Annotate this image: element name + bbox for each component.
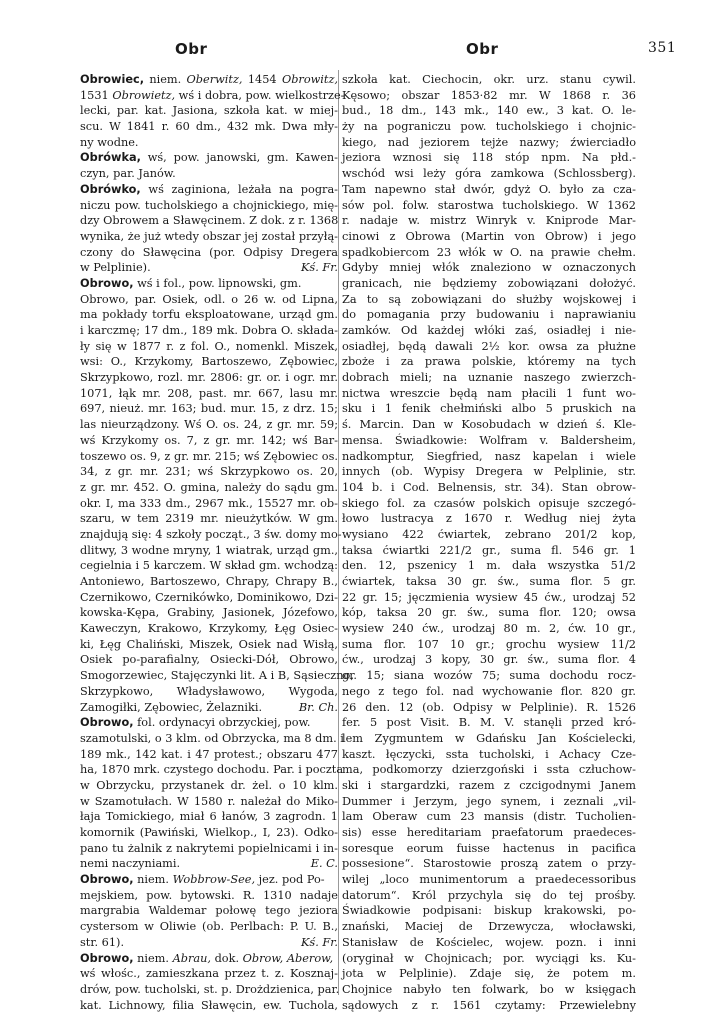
text-line [342,417,636,433]
entry-text: datorum“. Król przychyla się do tej prośby. [342,888,636,902]
text-line [80,276,338,292]
entry-text: Skrzypkowo, rozl. mr. 2806: gr. or. i ogr. mr. [80,371,338,385]
entry-text: jez. pod Po- [255,873,325,887]
text-line [342,323,636,339]
text-line [342,888,636,904]
text-line [342,401,636,417]
text-line [80,103,338,119]
entry-text: wś i fol., pow. lipnowski, gm. [133,276,302,290]
text-line [342,856,636,872]
entry-text: sku i 1 fenik chełmiński albo 5 pruskich na [342,402,636,416]
entry-text: 189 mk., 142 kat. i 47 protest.; obszaru 477 [80,747,338,761]
entry-text: wś, pow. janowski, gm. Kawen- [140,151,338,165]
entry-text: ny wodne. [80,135,139,149]
text-line [80,888,338,904]
text-line [342,260,636,276]
entry-text: fer. 5 post Visit. B. M. V. stanęli przed kró- [342,716,636,730]
text-line [80,88,345,104]
entry-text: mensa. Świadkowie: Wolfram v. Baldersheim, [342,433,636,447]
entry-text: Czernikowo, Czernikówko, Dominikowo, Dzi- [80,590,338,604]
italic-term: Obrow, Aberow, [242,951,334,965]
entry-text: suma flor. 107 10 gr.; grochu wysiew 11/2 [342,637,636,651]
text-line [80,778,338,794]
text-line [80,433,338,449]
entry-text: Zamogiłki, Zębowiec, Żelazniki. [80,700,263,714]
text-line [342,386,636,402]
entry-text: Stanisław de Kościelec, wojew. pozn. i inni [342,935,636,949]
text-line [80,951,338,967]
text-line [342,621,636,637]
text-line [80,621,338,637]
text-line [342,825,636,841]
text-line [80,841,338,857]
text-line [342,543,636,559]
text-line [342,229,636,245]
entry-text: nictwa wreszcie będą nam płacili 1 funt wo- [342,386,636,400]
entry-text: spadkobiercom 23 włók w O. na prawie chełm. [342,245,636,259]
text-line [342,903,636,919]
entry-text: sądowych z r. 1561 czytamy: Przewielebny [342,998,636,1012]
entry-text: w Obrzycku, przystanek dr. żel. o 10 klm. [80,778,338,792]
text-line [80,292,338,308]
entry-text: nemi naczyniami. [80,857,181,871]
entry-text: komornik (Pawiński, Wielkop., I, 23). Odko- [80,826,338,839]
entry-text: las nieurządzony. Wś O. os. 24, z gr. mr. 59; [80,418,338,432]
right-column [342,72,636,1012]
entry-text: Tam napewno stał dwór, gdyż O. było za cza- [342,182,636,196]
running-head-left: Obr [175,40,208,58]
entry-text: ś. Marcin. Dan w Kosobudach w dzień ś. Kle- [342,418,636,432]
text-line [342,637,636,653]
entry-text: gr. 15; siana wozów 75; suma dochodu rocz- [342,669,636,683]
entry-text: Gdyby mniej włók znaleziono w oznaczonych [342,261,636,275]
text-line [342,574,636,590]
text-line [342,511,636,527]
text-line [80,213,338,229]
text-line [80,982,338,998]
text-line [80,574,338,590]
entry-text: 22 gr. 15; jęczmienia wysiew 45 ćw., urodzaj 52 [342,590,636,604]
entry-text: dzy Obrowem a Sławęcinem. Z dok. z r. 1368 [80,214,339,228]
entry-headword: Obrowiec, [80,73,144,86]
text-line [342,951,636,967]
entry-text: sis) esse hereditariam praefatorum praedeces- [342,826,636,839]
entry-text: wschód wsi leży góra zamkowa (Schlossberg). [342,167,636,181]
entry-text: kóp, taksa 20 gr. św., suma flor. 120; owsa [342,606,636,620]
entry-text: niem. [133,951,173,965]
text-line [342,166,636,182]
text-line [80,809,338,825]
entry-text: 1071, łąk mr. 208, past. mr. 667, lasu mr. [80,386,338,400]
author-signature: E. C. [310,857,338,871]
text-line [342,684,636,700]
entry-text: lecki, par. kat. Jasiona, szkoła kat. w miej- [80,104,338,118]
entry-text: (oryginał w Chojnicach; por. wyciągi ks. Ku- [342,951,636,965]
text-line [342,103,636,119]
left-column [80,72,354,1012]
entry-text: wś Krzykomy os. 7, z gr. mr. 142; wś Bar- [80,433,338,447]
entry-text: lem Zygmuntem w Gdańsku Jan Kościelecki, [342,731,636,745]
text-line [342,72,636,88]
entry-text: 1454 [242,73,282,86]
entry-text: possesione“. Starostowie proszą zatem o przy- [342,857,636,871]
entry-text: Kaweczyn, Krakowo, Krzykomy, Łęg Osiec- [80,622,338,636]
text-line [80,652,338,668]
entry-text: 104 b. i Cod. Belnensis, str. 34). Stan obrow- [342,480,636,494]
entry-text: soresque eorum fuisse hactenus in pacifica [342,841,636,855]
entry-text: wynika, że już wtedy obszar jej został przyłą- [80,229,338,243]
text-line [80,464,338,480]
entry-text: kat. Lichnowy, filia Sławęcin, ew. Tuchola, [80,998,338,1012]
entry-text: wsi: O., Krzykomy, Bartoszewo, Zębowiec, [80,355,338,369]
entry-text: niem. [133,873,173,887]
text-line [342,480,636,496]
text-line [342,715,636,731]
text-line [342,558,636,574]
entry-text: nadkomptur, Siegfried, nasz kapelan i wiele [342,449,636,463]
entry-text: 34, z gr. mr. 231; wś Skrzypkowo os. 20, [80,465,338,479]
entry-text: r. nadaje w. mistrz Winryk v. Kniprode Mar- [342,214,636,228]
text-line [80,731,344,747]
entry-text: jota w Pelplinie). Zdaje się, że potem m. [342,967,636,981]
text-line [80,119,338,135]
entry-text: Świadkowie podpisani: biskup krakowski, po- [342,904,636,918]
text-line [342,700,636,716]
entry-text: Kęsowo; obszar 1853·82 mr. W 1868 r. 36 [342,88,636,102]
italic-term: Oberwitz, [186,73,243,86]
text-line [342,292,636,308]
text-line [80,825,338,841]
entry-text: osiadłej, będą dawali 2½ kor. owsa za płużne [342,339,636,353]
running-head-right: Obr [466,40,499,58]
entry-text: okr. I, ma 333 dm., 2967 mk., 15527 mr. ob- [80,496,338,510]
text-line [80,370,338,386]
italic-term: Obrowitz, [281,73,338,86]
italic-term: Abrau, [172,951,211,965]
entry-text: Chojnice nabyło ten folwark, bo w księgach [342,982,636,996]
text-line [80,307,338,323]
text-line [342,496,636,512]
text-line [80,135,338,151]
text-line [80,966,338,982]
entry-text: str. 61). [80,935,125,949]
entry-text: Osiek po-parafialny, Osiecki-Dół, Obrowo, [80,653,338,667]
entry-text: wilej „loco munimentorum a praedecessoribus [342,873,636,887]
text-line [342,198,636,214]
text-line [80,229,338,245]
entry-text: łaja Tomickiego, miał 6 łanów, 3 zagrodn. 1 [80,810,338,824]
text-line [342,433,636,449]
entry-text: innych (ob. Wypisy Dregera w Pelplinie, str. [342,465,636,479]
entry-headword: Obrowo, [80,716,134,730]
text-line [342,966,636,982]
text-line [342,245,636,261]
text-line [80,401,338,417]
text-line [80,590,338,606]
text-line [80,245,338,261]
text-line [342,119,636,135]
text-line [342,88,636,104]
entry-text: niem. [143,73,187,86]
text-line [80,198,338,214]
entry-text: den. 12, pszenicy 1 m. dała wszystka 51/2 [342,559,636,573]
text-line [342,794,636,810]
text-line [80,323,338,339]
text-line [80,496,338,512]
text-line [80,72,338,88]
entry-text: ski i stargardzki, razem z czcigodnymi Janem [342,778,636,792]
text-line [342,590,636,606]
entry-text: dobrach mieli; na uznanie naszego zwierzch- [342,371,636,385]
text-line [342,605,636,621]
text-line [342,919,636,935]
text-line [342,762,636,778]
entry-text: skiego fol. za czasów polskich opisuje szczegó- [342,496,636,510]
entry-text: taksa ćwiartki 221/2 gr., suma fl. 546 gr. 1 [342,543,636,557]
entry-text: Dummer i Jerzym, jego synem, i zeznali „vil- [342,794,636,808]
text-line [80,558,338,574]
entry-text: cinowi z Obrowa (Martin von Obrow) i jego [342,229,636,243]
author-signature: Kś. Fr. [300,261,338,275]
entry-text: nego z tego fol. nad wychowanie flor. 820 gr. [342,684,636,698]
entry-text: bud., 18 dm., 143 mk., 140 ew., 3 kat. O. le- [342,104,636,118]
entry-text: kiego, nad jeziorem tejże nazwy; źwierciadło [342,135,636,149]
entry-text: granicach, nie będziemy zobowiązani dołożyć. [342,276,636,290]
text-line [80,354,338,370]
text-line [80,903,338,919]
text-line [342,370,636,386]
text-line [80,339,338,355]
text-line [342,998,636,1014]
text-line [80,872,338,888]
text-line [342,935,636,951]
text-line [342,276,636,292]
text-line [80,449,338,465]
text-line [342,464,636,480]
entry-text: drów, pow. tucholski, st. p. Drożdzienica, par. [80,982,340,996]
entry-text: łowo lustracya z 1670 r. Według niej żyta [342,512,636,526]
text-line [342,354,636,370]
italic-term: Obrowietz, [112,88,176,102]
text-line [80,166,338,182]
entry-text: szamotulski, o 3 klm. od Obrzycka, ma 8 dm. i [80,731,344,745]
entry-text: w Pelplinie). [80,261,151,275]
entry-text: 697, nieuż. mr. 163; bud. mur. 15, z drz. 15; [80,402,338,416]
text-line [80,998,338,1014]
text-line [342,449,636,465]
entry-text: ły się w 1877 r. z fol. O., nomenkl. Miszek, [80,339,338,353]
text-line [342,982,636,998]
text-line [80,762,344,778]
text-line [80,417,338,433]
entry-text: i karczmę; 17 dm., 189 mk. Dobra O. składa- [80,324,338,337]
text-line [80,794,338,810]
entry-text: wś włośc., zamieszkana przez t. z. Kosznaj- [80,967,338,981]
text-line [80,637,338,653]
entry-text: mejskiem, pow. bytowski. R. 1310 nadaje [80,888,338,902]
text-line [342,841,636,857]
text-line [80,700,338,716]
text-line [342,182,636,198]
italic-term: Wobbrow-See, [172,873,256,887]
text-line [80,480,338,496]
text-line [80,260,338,276]
entry-text: 1531 [80,88,113,102]
entry-text: znajdują się: 4 szkoły począt., 3 św. domy mo- [80,527,342,541]
text-line [342,150,636,166]
entry-text: czony do Sławęcina (por. Odpisy Dregera [80,245,338,259]
text-line [342,872,636,888]
text-line [342,135,636,151]
text-line [80,543,338,559]
entry-text: ćwiartek, taksa 30 gr. św., suma flor. 5 gr. [342,575,636,588]
entry-text: ki, Łęg Chaliński, Miszek, Osiek nad Wisłą, [80,637,338,651]
text-line [80,919,338,935]
entry-text: 26 den. 12 (ob. Odpisy w Pelplinie). R. 1526 [342,700,636,714]
entry-text: ma pokłady torfu eksploatowane, urząd gm. [80,308,338,322]
text-line [342,731,636,747]
entry-text: szkoła kat. Ciechocin, okr. urz. stanu cywil. [342,73,636,86]
entry-text: do pomagania przy budowaniu i naprawianiu [342,308,636,322]
text-line [80,935,338,951]
entry-text: szaru, w tem 2319 mr. nieużytków. W gm. [80,512,338,526]
entry-text: zboże i za prawa polskie, któremy na tych [342,355,636,369]
text-line [342,747,636,763]
author-signature: Br. Ch. [298,700,338,714]
text-line [342,652,636,668]
entry-text: kaszt. łęczycki, ssta tucholski, i Achacy Cze- [342,747,636,761]
entry-text: fol. ordynacyi obrzyckiej, pow. [133,716,311,730]
entry-headword: Obrowo, [80,873,134,887]
entry-text: wś i dobra, pow. wielkostrze- [175,88,345,102]
text-line [80,386,338,402]
entry-text: Antoniewo, Bartoszewo, Chrapy, Chrapy B., [80,575,338,588]
entry-headword: Obrowo, [80,276,134,290]
text-line [342,307,636,323]
entry-text: dok. [210,951,243,965]
entry-headword: Obrowo, [80,951,134,965]
text-line [80,747,338,763]
text-line [80,856,338,872]
entry-text: pano tu żalnik z nakrytemi popielnicami i in- [80,841,338,855]
text-line [80,511,338,527]
text-line [342,778,636,794]
entry-text: Smogorzewiec, Stajęczynki lit. A i B, Sąsieczno, [80,669,354,683]
entry-text: cegielnia i 5 karczem. W skład gm. wchodzą: [80,559,338,573]
entry-text: lam Oberaw cum 23 mansis (distr. Tucholien- [342,810,636,824]
entry-headword: Obrówka, [80,151,141,165]
text-line [80,715,338,731]
text-line [342,809,636,825]
text-line [80,527,342,543]
entry-text: toszewo os. 9, z gr. mr. 215; wś Zębowiec os. [80,449,338,463]
author-signature: Kś. Fr. [300,935,338,949]
entry-text: wysiano 422 ćwiartek, zebrano 201/2 kop, [342,527,636,541]
entry-text: niczu pow. tucholskiego a chojnickiego, mię- [80,198,338,212]
text-line [342,668,636,684]
text-line [342,213,636,229]
entry-text: wś zaginiona, leżała na pogra- [140,182,338,196]
entry-text: ha, 1870 mrk. czystego dochodu. Par. i poczta [80,763,344,777]
text-line [342,339,636,355]
entry-text: kowska-Kępa, Grabiny, Jasionek, Józefowo, [80,606,338,620]
entry-text: ma, podkomorzy dzierzgoński i ssta człuchow- [342,763,636,777]
entry-text: z gr. mr. 452. O. gmina, należy do sądu gm. [80,480,338,494]
text-line [80,150,338,166]
entry-headword: Obrówko, [80,182,141,196]
entry-text: dlitwy, 3 wodne mryny, 1 wiatrak, urząd gm., [80,543,338,557]
text-line [342,527,636,543]
entry-text: Obrowo, par. Osiek, odl. o 26 w. od Lipna, [80,292,338,306]
entry-text: czyn, par. Janów. [80,167,176,181]
entry-text: w Szamotułach. W 1580 r. należał do Miko- [80,794,338,808]
entry-text: scu. W 1841 r. 60 dm., 432 mk. Dwa mły- [80,120,338,134]
entry-text: ćw., urodzaj 3 kopy, 30 gr. św., suma flor. 4 [342,653,636,667]
entry-text: sów pol. folw. starostwa tucholskiego. W 1362 [342,198,636,212]
text-line [80,684,338,700]
entry-text: Skrzypkowo, Władysławowo, Wygoda, [80,684,338,698]
entry-text: znański, Maciej de Drzewycza, włocławski, [342,920,636,934]
entry-text: wysiew 240 ćw., urodzaj 80 m. 2, ćw. 10 gr., [342,622,636,636]
entry-text: cystersom w Oliwie (ob. Perlbach: P. U. B., [80,920,338,934]
text-line [80,668,354,684]
page-number: 351 [648,40,677,56]
entry-text: zamków. Od każdej włóki zaś, osiadłej i nie- [342,324,636,337]
entry-text: jeziora wznosi się 118 stóp npm. Na płd.- [342,151,636,165]
text-line [80,605,338,621]
entry-text: ży na pograniczu pow. tucholskiego i chojnic- [342,120,636,134]
text-line [80,182,338,198]
entry-text: margrabia Waldemar połowę tego jeziora [80,904,338,918]
entry-text: Za to są zobowiązani do służby wojskowej i [342,292,636,306]
